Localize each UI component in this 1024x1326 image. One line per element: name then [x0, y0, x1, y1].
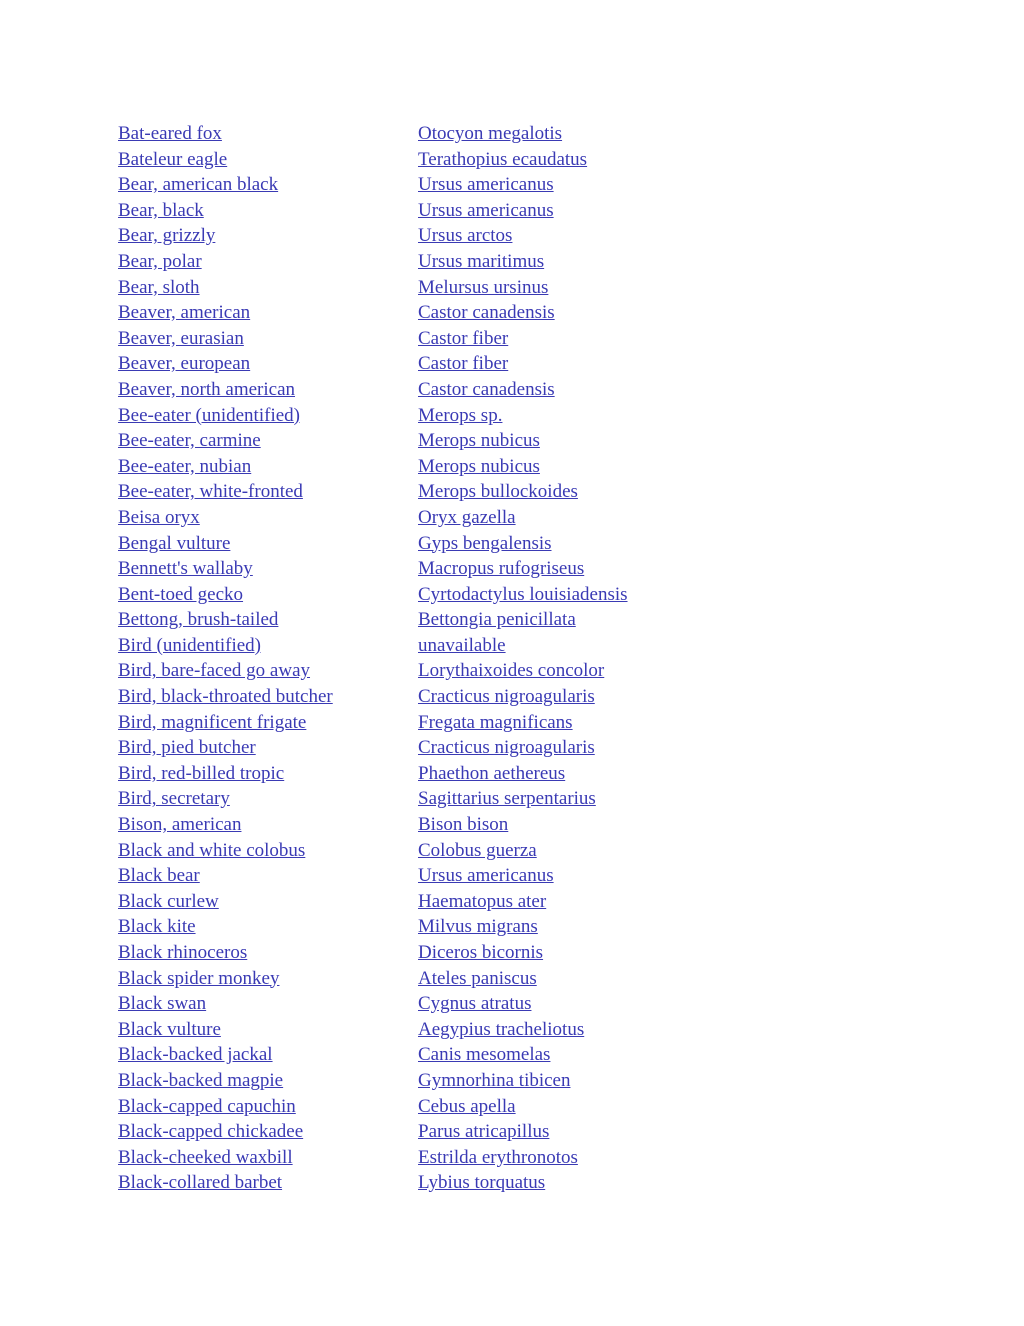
scientific-name-link[interactable]: Castor canadensis [418, 302, 555, 324]
scientific-name-link[interactable]: Diceros bicornis [418, 942, 544, 963]
common-name-link[interactable]: Black-backed magpie [118, 1069, 284, 1091]
scientific-name-link[interactable]: Castor fiber [418, 327, 509, 349]
scientific-name-link[interactable]: Cyrtodactylus louisiadensis [418, 583, 628, 605]
list-item [118, 761, 918, 787]
list-item [118, 889, 918, 915]
list-item [118, 1170, 918, 1196]
common-name-link[interactable]: Bird, magnificent frigate [118, 711, 307, 733]
list-item [118, 1094, 918, 1120]
list-item [118, 223, 918, 249]
common-name-link[interactable]: Black spider monkey [118, 967, 280, 989]
common-name-link[interactable]: Black-collared barbet [118, 1172, 283, 1194]
scientific-name-link[interactable]: Cygnus atratus [418, 993, 532, 1015]
scientific-name-link[interactable]: Gymnorhina tibicen [418, 1069, 571, 1091]
list-item [118, 582, 918, 608]
common-name-link[interactable]: Bee-eater (unidentified) [118, 404, 300, 426]
common-name-link[interactable]: Bat-eared fox [118, 123, 222, 144]
scientific-name-link[interactable]: Fregata magnificans [418, 711, 573, 733]
common-name-link[interactable]: Bear, black [118, 199, 204, 221]
list-item [118, 428, 918, 454]
list-item [118, 351, 918, 377]
list-item [118, 198, 918, 224]
list-item [118, 172, 918, 198]
common-name-link[interactable]: Bird, secretary [118, 788, 230, 810]
list-item [118, 1068, 918, 1094]
scientific-name-link[interactable]: unavailable [418, 634, 506, 656]
scientific-name-link[interactable]: Melursus ursinus [418, 276, 549, 298]
common-name-link[interactable]: Bee-eater, nubian [118, 455, 252, 477]
list-item [118, 966, 918, 992]
scientific-name-link[interactable]: Cebus apella [418, 1095, 516, 1117]
common-name-link[interactable]: Black rhinoceros [118, 942, 248, 963]
common-name-link[interactable]: Beisa oryx [118, 506, 200, 528]
list-item [118, 735, 918, 761]
scientific-name-link[interactable]: Bettongia penicillata [418, 609, 576, 631]
scientific-name-link[interactable]: Ursus maritimus [418, 250, 545, 272]
common-name-link[interactable]: Beaver, european [118, 353, 251, 375]
scientific-name-link[interactable]: Haematopus ater [418, 890, 547, 912]
scientific-name-link[interactable]: Castor canadensis [418, 378, 555, 400]
common-name-link[interactable]: Black-backed jackal [118, 1044, 273, 1066]
list-item [118, 658, 918, 684]
list-item [118, 812, 918, 838]
scientific-name-link[interactable]: Gyps bengalensis [418, 532, 552, 554]
common-name-link[interactable]: Bateleur eagle [118, 148, 228, 170]
common-name-link[interactable]: Black curlew [118, 890, 219, 912]
common-name-link[interactable]: Beaver, eurasian [118, 327, 244, 349]
common-name-link[interactable]: Bison, american [118, 814, 242, 836]
list-item [118, 863, 918, 889]
list-item [118, 556, 918, 582]
scientific-name-link[interactable]: Merops bullockoides [418, 481, 578, 503]
list-item [118, 326, 918, 352]
list-item [118, 479, 918, 505]
species-list [118, 121, 918, 1196]
scientific-name-link[interactable]: Castor fiber [418, 353, 509, 375]
scientific-name-link[interactable]: Canis mesomelas [418, 1044, 551, 1066]
scientific-name-link[interactable]: Merops nubicus [418, 430, 540, 452]
common-name-link[interactable]: Beaver, north american [118, 378, 296, 400]
common-name-link[interactable]: Bee-eater, white-fronted [118, 481, 303, 503]
list-item [118, 1119, 918, 1145]
common-name-link[interactable]: Bird, pied butcher [118, 737, 256, 759]
scientific-name-link[interactable]: Colobus guerza [418, 839, 537, 861]
scientific-name-link[interactable]: Ursus americanus [418, 199, 554, 221]
scientific-name-link[interactable]: Phaethon aethereus [418, 762, 566, 784]
common-name-link[interactable]: Bear, grizzly [118, 225, 216, 247]
list-item [118, 1017, 918, 1043]
common-name-link[interactable]: Bird (unidentified) [118, 634, 261, 656]
scientific-name-link[interactable]: Oryx gazella [418, 506, 516, 528]
common-name-link[interactable]: Beaver, american [118, 302, 251, 324]
scientific-name-link[interactable]: Merops nubicus [418, 455, 540, 477]
list-item [118, 531, 918, 557]
list-item [118, 607, 918, 633]
scientific-name-link[interactable]: Otocyon megalotis [418, 123, 563, 144]
common-name-link[interactable]: Black swan [118, 993, 207, 1015]
common-name-link[interactable]: Black bear [118, 865, 200, 887]
scientific-name-link[interactable]: Ursus americanus [418, 174, 554, 196]
common-name-link[interactable]: Bennett's wallaby [118, 558, 253, 580]
scientific-name-link[interactable]: Macropus rufogriseus [418, 558, 585, 580]
common-name-link[interactable]: Bettong, brush-tailed [118, 609, 279, 631]
list-item [118, 838, 918, 864]
scientific-name-link[interactable]: Lybius torquatus [418, 1172, 546, 1194]
list-item [118, 403, 918, 429]
common-name-link[interactable]: Bear, polar [118, 250, 202, 272]
scientific-name-link[interactable]: Cracticus nigroagularis [418, 686, 595, 708]
scientific-name-link[interactable]: Parus atricapillus [418, 1121, 550, 1143]
list-item [118, 505, 918, 531]
common-name-link[interactable]: Bird, red-billed tropic [118, 762, 285, 784]
list-item [118, 914, 918, 940]
common-name-link[interactable]: Black kite [118, 916, 196, 938]
list-item [118, 249, 918, 275]
scientific-name-link[interactable]: Lorythaixoides concolor [418, 660, 605, 682]
list-item [118, 275, 918, 301]
common-name-link[interactable]: Bear, sloth [118, 276, 200, 298]
common-name-link[interactable]: Bear, american black [118, 174, 279, 196]
common-name-link[interactable]: Black-capped chickadee [118, 1121, 304, 1143]
common-name-link[interactable]: Black and white colobus [118, 839, 306, 861]
list-item [118, 940, 918, 966]
scientific-name-link[interactable]: Milvus migrans [418, 916, 538, 938]
scientific-name-link[interactable]: Ateles paniscus [418, 967, 537, 989]
scientific-name-link[interactable]: Terathopius ecaudatus [418, 148, 588, 170]
common-name-link[interactable]: Bengal vulture [118, 532, 231, 554]
scientific-name-link[interactable]: Ursus americanus [418, 865, 554, 887]
list-item [118, 991, 918, 1017]
scientific-name-link[interactable]: Aegypius tracheliotus [418, 1018, 585, 1040]
list-item [118, 121, 918, 147]
list-item [118, 786, 918, 812]
common-name-link[interactable]: Black vulture [118, 1018, 221, 1040]
list-item [118, 454, 918, 480]
common-name-link[interactable]: Bee-eater, carmine [118, 430, 261, 452]
common-name-link[interactable]: Black-cheeked waxbill [118, 1146, 293, 1168]
list-item [118, 147, 918, 173]
scientific-name-link[interactable]: Estrilda erythronotos [418, 1146, 578, 1168]
list-item [118, 1042, 918, 1068]
common-name-link[interactable]: Bird, black-throated butcher [118, 686, 333, 708]
list-item [118, 633, 918, 659]
list-item [118, 1145, 918, 1171]
scientific-name-link[interactable]: Sagittarius serpentarius [418, 788, 596, 810]
common-name-link[interactable]: Bent-toed gecko [118, 583, 244, 605]
scientific-name-link[interactable]: Ursus arctos [418, 225, 513, 247]
scientific-name-link[interactable]: Merops sp. [418, 404, 503, 426]
list-item [118, 684, 918, 710]
scientific-name-link[interactable]: Bison bison [418, 814, 509, 836]
common-name-link[interactable]: Bird, bare-faced go away [118, 660, 311, 682]
list-item [118, 300, 918, 326]
scientific-name-link[interactable]: Cracticus nigroagularis [418, 737, 595, 759]
list-item [118, 377, 918, 403]
list-item [118, 710, 918, 736]
common-name-link[interactable]: Black-capped capuchin [118, 1095, 296, 1117]
